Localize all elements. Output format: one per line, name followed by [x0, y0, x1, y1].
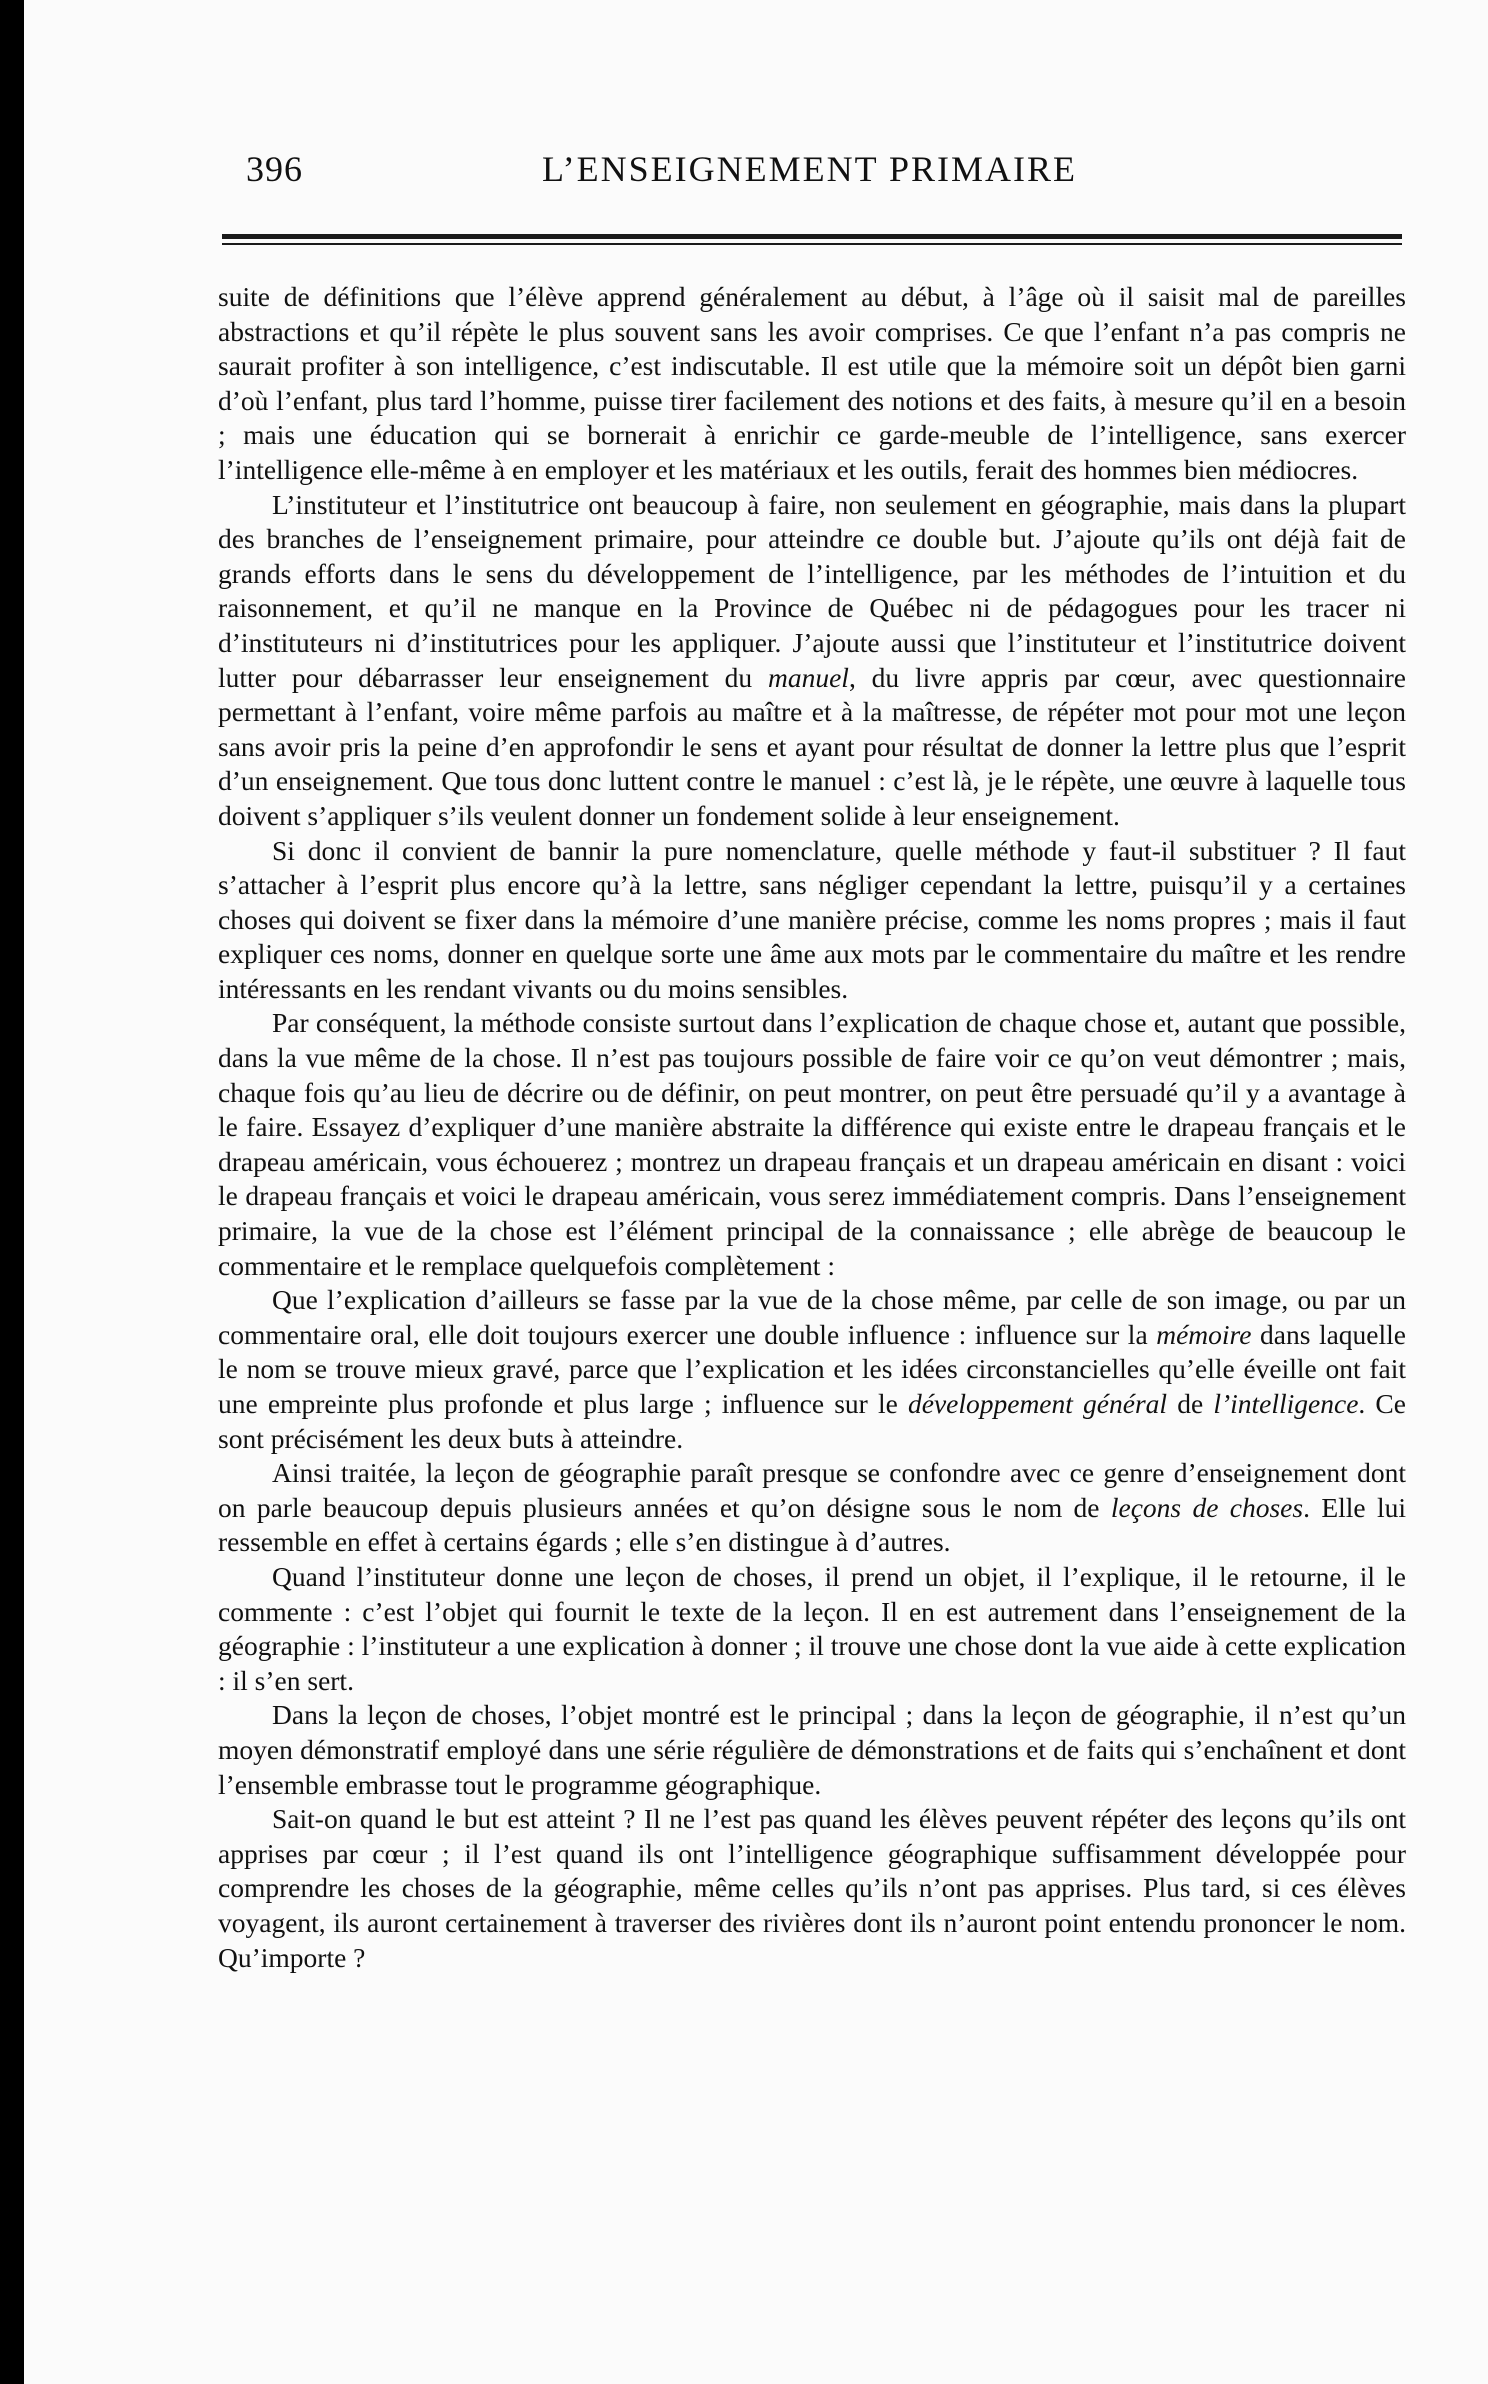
- paragraph-9: Sait-on quand le but est atteint ? Il ne l’est pas quand les élèves peuvent répéter des leçons qu’ils ont apprises par cœur ; il l’est quand ils ont l’intelligence géographique suffisamment développée pour comprendre les choses de la géographie, même celles qu’ils n’ont pas apprises. Plus tard, si ces élèves voyagent, ils auront certainement à traverser des rivières dont ils n’auront point entendu prononcer le nom. Qu’importe ?: [218, 1803, 1406, 1973]
- paragraph-4: Par conséquent, la méthode consiste surtout dans l’explication de chaque chose et, autant que possible, dans la vue même de la chose. Il n’est pas toujours possible de faire voir ce qu’on veut démontrer ; mais, chaque fois qu’au lieu de décrire ou de définir, on peut montrer, on peut être persuadé qu’il y a avantage à le faire. Essayez d’expliquer d’une manière abstraite la différence qui existe entre le drapeau français et le drapeau américain, vous échouerez ; montrez un drapeau français et un drapeau américain en disant : voici le drapeau français et voici le drapeau américain, vous serez immédiatement compris. Dans l’enseignement primaire, la vue de la chose est l’élément principal de la connaissance ; elle abrège de beaucoup le commentaire et le remplace quelquefois complètement :: [218, 1007, 1406, 1281]
- paragraph-7: Quand l’instituteur donne une leçon de choses, il prend un objet, il l’explique, il le retourne, il le commente : c’est l’objet qui fournit le texte de la leçon. Il en est autrement dans l’enseignement de la géographie : l’instituteur a une explication à donner ; il trouve une chose dont la vue aide à cette explication : il s’en sert.: [218, 1560, 1406, 1696]
- italic-term: leçons de choses: [1110, 1491, 1304, 1523]
- paragraph-5: Que l’explication d’ailleurs se fasse par la vue de la chose même, par celle de son image, ou par un commentaire oral, elle doit toujours exercer une double influence : influence sur la mémoire dans laquelle le nom se trouve mieux gravé, parce que l’explication et les idées circonstancielles qu’elle éveille ont fait une empreinte plus profonde et plus large ; influence sur le développement général de l’intelligence. Ce sont précisément les deux buts à atteindre.: [218, 1284, 1407, 1454]
- italic-term: manuel: [767, 661, 849, 693]
- paragraph-3: Si donc il convient de bannir la pure nomenclature, quelle méthode y faut-il substituer ? Il faut s’attacher à l’esprit plus encore qu’à la lettre, sans négliger cependant la lettre, puisqu’il y a certaines choses qui doivent se fixer dans la mémoire d’une manière précise, comme les noms propres ; mais il faut expliquer ces noms, donner en quelque sorte une âme aux mots par le commentaire du maître et les rendre intéressants en les rendant vivants ou du moins sensibles.: [218, 834, 1406, 1004]
- italic-term: l’intelligence: [1213, 1388, 1359, 1419]
- italic-term: mémoire: [1156, 1318, 1252, 1350]
- paragraph-2: L’instituteur et l’institutrice ont beaucoup à faire, non seulement en géographie, mais dans la plupart des branches de l’enseignement primaire, pour atteindre ce double but. J’ajoute qu’ils ont déjà fait de grands efforts dans le sens du développement de l’intelligence, par les méthodes de l’intuition et du raisonnement, et qu’il ne manque en la Province de Québec ni de pédagogues pour les tracer ni d’instituteurs ni d’institutrices pour les appliquer. J’ajoute aussi que l’instituteur et l’institutrice doivent lutter pour débarrasser leur enseignement du manuel, du livre appris par cœur, avec questionnaire permettant à l’enfant, voire même parfois au maître et à la maîtresse, de répéter mot pour mot une leçon sans avoir pris la peine d’en approfondir le sens et ayant pour résultat de donner la lettre plus que l’esprit d’un enseignement. Que tous donc luttent contre le manuel : c’est là, je le répète, une œuvre à laquelle tous doivent s’appliquer s’ils veulent donner un fondement solide à leur enseignement.: [218, 488, 1407, 831]
- paragraph-1: suite de définitions que l’élève apprend généralement au début, à l’âge où il saisit mal de pareilles abstractions et qu’il répète le plus souvent sans les avoir comprises. Ce que l’enfant n’a pas compris ne saurait profiter à son intelligence, c’est indiscutable. Il est utile que la mémoire soit un dépôt bien garni d’où l’enfant, plus tard l’homme, puisse tirer facilement des notions et des faits, à mesure qu’il en a besoin ; mais une éducation qui se bornerait à enrichir ce garde-meuble de l’intelligence, sans exercer l’intelligence elle-même à en employer et les matériaux et les outils, ferait des hommes bien médiocres.: [218, 281, 1406, 485]
- header-rule-thick: [222, 234, 1402, 239]
- header-rule-thin: [222, 243, 1402, 245]
- paragraph-6: Ainsi traitée, la leçon de géographie paraît presque se confondre avec ce genre d’enseignement dont on parle beaucoup depuis plusieurs années et qu’on désigne sous le nom de leçons de choses. Elle lui ressemble en effet à certains égards ; elle s’en distingue à d’autres.: [218, 1457, 1406, 1558]
- page-number: 396: [246, 149, 303, 189]
- body-text: [218, 280, 1406, 1975]
- page-header: [246, 148, 1426, 198]
- paragraph-8: Dans la leçon de choses, l’objet montré est le principal ; dans la leçon de géographie, il n’est qu’un moyen démonstratif employé dans une série régulière de démonstrations et de faits qui s’enchaînent et dont l’ensemble embrasse tout le programme géographique.: [218, 1699, 1406, 1800]
- italic-term: développement général: [907, 1388, 1168, 1419]
- running-title: L’ENSEIGNEMENT PRIMAIRE: [542, 149, 1078, 189]
